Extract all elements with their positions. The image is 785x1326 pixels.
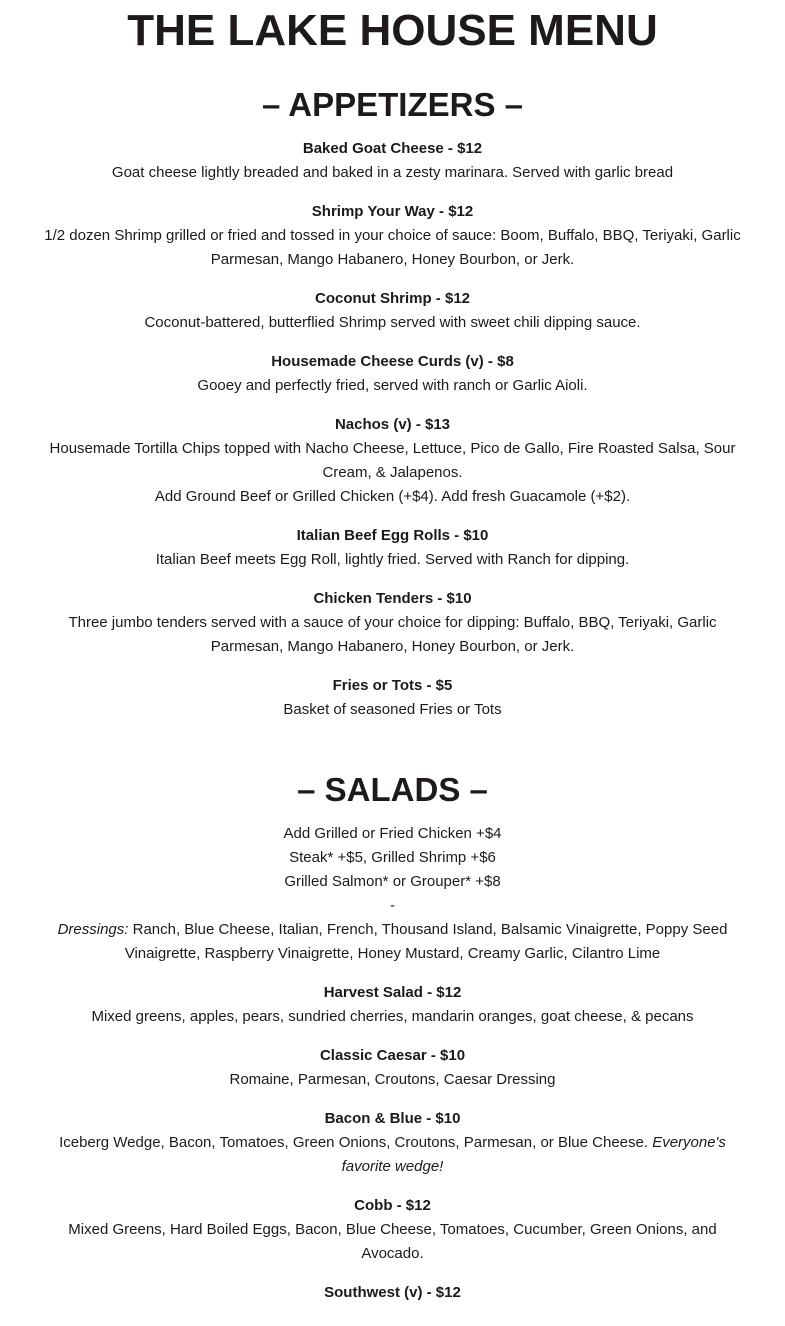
salads-heading: – SALADS –: [297, 771, 488, 808]
addon-line: Add Grilled or Fried Chicken +$4: [283, 825, 502, 842]
item-description: Mixed Greens, Hard Boiled Eggs, Bacon, Blue Cheese, Tomatoes, Cucumber, Green Onions, and Avocado.: [68, 1221, 717, 1262]
item-description: Goat cheese lightly breaded and baked in a zesty marinara. Served with garlic bread: [111, 164, 674, 181]
menu-item-shrimp-your-way: [36, 200, 749, 272]
item-name: Baked Goat Cheese - $12: [302, 140, 483, 157]
item-description: Romaine, Parmesan, Croutons, Caesar Dressing: [229, 1071, 556, 1088]
item-description: Three jumbo tenders served with a sauce of your choice for dipping: Buffalo, BBQ, Teriyaki, Garlic Parmesan, Mango Habanero, Honey Bourbon, or Jerk.: [68, 614, 717, 655]
item-name: Nachos (v) - $13: [334, 416, 451, 433]
salads-list: [36, 981, 749, 1305]
item-name: Southwest (v) - $12: [324, 1284, 461, 1301]
item-name: Housemade Cheese Curds (v) - $8: [271, 353, 514, 370]
menu-item-bacon-and-blue: [36, 1107, 749, 1179]
item-name: Bacon & Blue - $10: [324, 1110, 461, 1127]
item-name: Chicken Tenders - $10: [313, 590, 472, 607]
addon-line: Steak* +$5, Grilled Shrimp +$6: [289, 849, 496, 866]
dressings-list: Ranch, Blue Cheese, Italian, French, Thousand Island, Balsamic Vinaigrette, Poppy Seed Vinaigrette, Raspberry Vinaigrette, Honey Mustard, Creamy Garlic, Cilantro Lime: [124, 921, 728, 962]
item-description: 1/2 dozen Shrimp grilled or fried and tossed in your choice of sauce: Boom, Buffalo, BBQ, Teriyaki, Garlic Parmesan, Mango Habanero, Honey Bourbon, or Jerk.: [44, 227, 741, 268]
menu-item-harvest-salad: [36, 981, 749, 1029]
item-name: Fries or Tots - $5: [332, 677, 453, 694]
menu-item-cheese-curds: [36, 350, 749, 398]
menu-item-chicken-tenders: [36, 587, 749, 659]
menu-page: [0, 5, 785, 1305]
menu-item-fries-or-tots: [36, 674, 749, 722]
menu-item-italian-beef-egg-rolls: [36, 524, 749, 572]
item-name: Italian Beef Egg Rolls - $10: [296, 527, 489, 544]
menu-item-southwest: [36, 1281, 749, 1305]
menu-item-classic-caesar: [36, 1044, 749, 1092]
addon-line: Grilled Salmon* or Grouper* +$8: [284, 873, 501, 890]
item-description: [36, 1131, 749, 1179]
item-description: Basket of seasoned Fries or Tots: [283, 701, 502, 718]
salad-addons: [36, 822, 749, 966]
item-name: Shrimp Your Way - $12: [311, 203, 474, 220]
item-description: Coconut-battered, butterflied Shrimp served with sweet chili dipping sauce.: [144, 314, 641, 331]
item-description-tagline: Everyone's favorite wedge!: [341, 1134, 726, 1175]
menu-item-cobb: [36, 1194, 749, 1266]
menu-item-nachos: [36, 413, 749, 509]
dressings-note: [36, 918, 749, 966]
item-description: Mixed greens, apples, pears, sundried cherries, mandarin oranges, goat cheese, & pecans: [91, 1008, 694, 1025]
item-name: Cobb - $12: [354, 1197, 431, 1214]
addon-separator: -: [390, 897, 395, 914]
item-name: Classic Caesar - $10: [319, 1047, 466, 1064]
menu-item-coconut-shrimp: [36, 287, 749, 335]
item-name: Harvest Salad - $12: [323, 984, 462, 1001]
item-addon-note: Add Ground Beef or Grilled Chicken (+$4). Add fresh Guacamole (+$2).: [154, 488, 631, 505]
appetizers-list: [36, 137, 749, 722]
item-description: Housemade Tortilla Chips topped with Nacho Cheese, Lettuce, Pico de Gallo, Fire Roasted Salsa, Sour Cream, & Jalapenos.: [49, 440, 736, 481]
item-description-text: Iceberg Wedge, Bacon, Tomatoes, Green Onions, Croutons, Parmesan, or Blue Cheese.: [59, 1134, 653, 1151]
menu-item-baked-goat-cheese: [36, 137, 749, 185]
menu-title: THE LAKE HOUSE MENU: [127, 6, 658, 55]
dressings-label: Dressings:: [57, 921, 129, 938]
item-description: Gooey and perfectly fried, served with ranch or Garlic Aioli.: [197, 377, 588, 394]
item-description: Italian Beef meets Egg Roll, lightly fried. Served with Ranch for dipping.: [155, 551, 630, 568]
appetizers-heading: – APPETIZERS –: [261, 86, 524, 123]
item-name: Coconut Shrimp - $12: [314, 290, 471, 307]
